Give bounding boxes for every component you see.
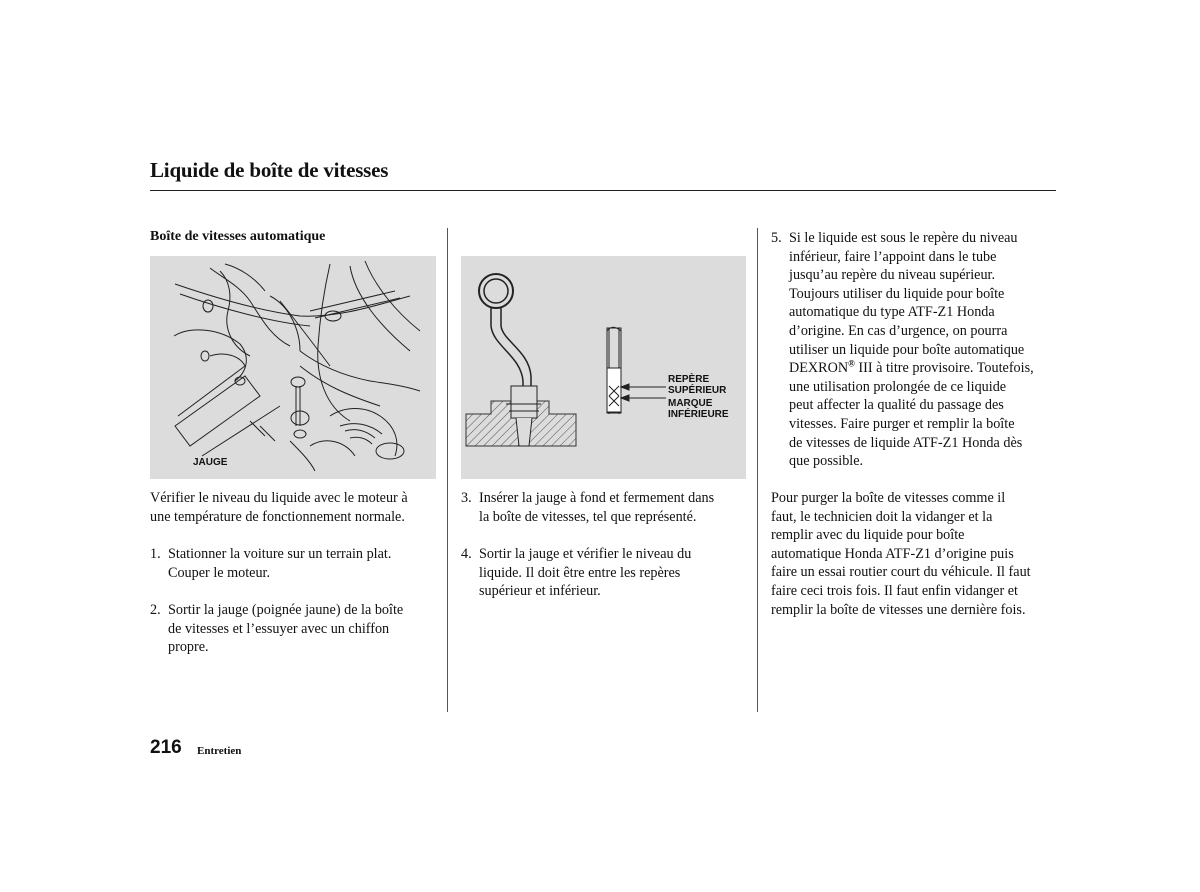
column-divider-2 — [757, 228, 758, 712]
page-title: Liquide de boîte de vitesses — [150, 158, 389, 182]
step-4: 4. Sortir la jauge et vérifier le niveau du liquide. Il doit être entre les repères supérieur et inférieur. — [461, 546, 692, 600]
column-divider-1 — [447, 228, 448, 712]
dipstick-illustration — [461, 256, 746, 479]
section-name: Entretien — [197, 745, 242, 757]
engine-bay-illustration — [150, 256, 436, 479]
page-number: 216 — [150, 737, 182, 758]
intro-paragraph: Vérifier le niveau du liquide avec le moteur à une température de fonctionnement normale. — [150, 490, 408, 525]
step-2: 2. Sortir la jauge (poignée jaune) de la boîte de vitesses et l’essuyer avec un chiffon propre. — [150, 602, 404, 656]
dipstick-callout: JAUGE — [193, 457, 228, 468]
subheading: Boîte de vitesses automatique — [150, 229, 326, 244]
lower-mark-callout: MARQUE INFÉRIEURE — [668, 398, 729, 420]
step-5: 5. Si le liquide est sous le repère du niveau inférieur, faire l’appoint dans le tube jusqu’au repère du niveau supérieur. Toujours utiliser du liquide pour boîte automatique du type ATF-Z1 Honda d’origine. En cas d’urgence, on pourra utiliser un liquide pour boîte automatique DEXRON® III à titre provisoire. Toutefois, une utilisation prolongée de ce liquide peut affecter la qualité du passage des vitesses. Faire purger et remplir la boîte de vitesses de liquide ATF-Z1 Honda dès que possible. — [771, 230, 1034, 470]
title-rule — [150, 190, 1056, 191]
dexron-line: DEXRON® III à titre provisoire. Toutefois, — [789, 358, 1034, 377]
purge-paragraph: Pour purger la boîte de vitesses comme il faut, le technicien doit la vidanger et la remplir avec du liquide pour boîte automatique Honda ATF-Z1 d’origine puis faire un essai routier court du véhicule. Il faut faire ceci trois fois. Il faut enfin vidanger et remplir la boîte de vitesses une dernière fois. — [771, 490, 1031, 618]
upper-mark-callout: REPÈRE SUPÉRIEUR — [668, 374, 727, 396]
step-1: 1. Stationner la voiture sur un terrain plat. Couper le moteur. — [150, 546, 392, 581]
step-3: 3. Insérer la jauge à fond et fermement dans la boîte de vitesses, tel que représenté. — [461, 490, 715, 525]
